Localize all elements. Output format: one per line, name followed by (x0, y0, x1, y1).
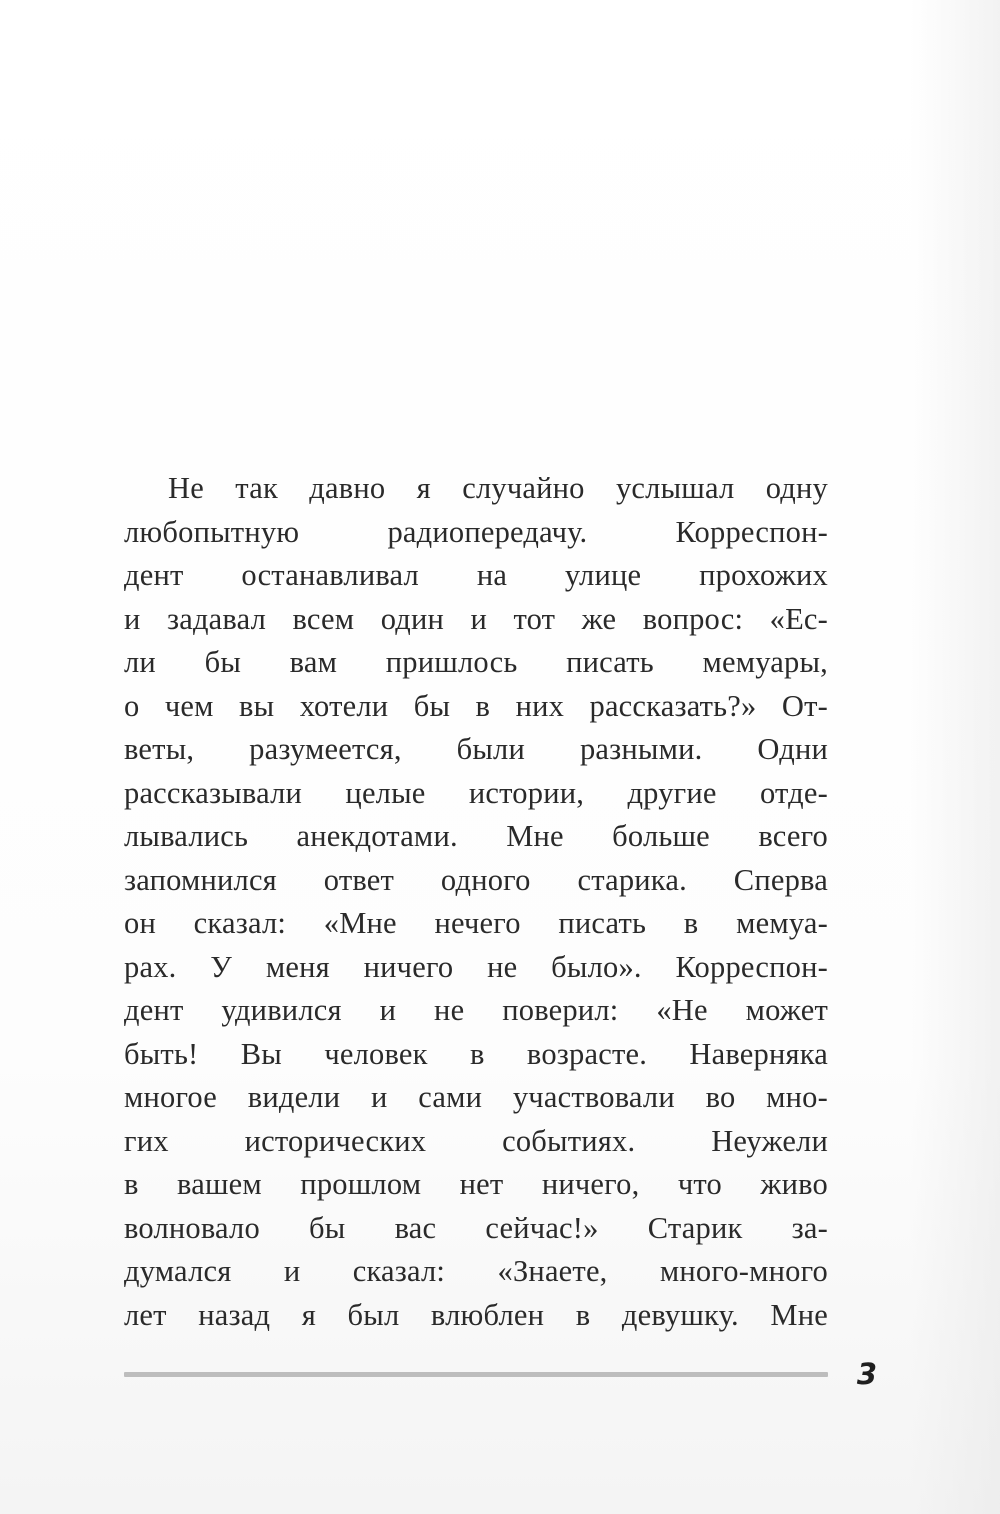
text-line-17: в вашем прошлом нет ничего, что живо (124, 1167, 828, 1201)
text-line-3: дент останавливал на улице прохожих (124, 558, 828, 592)
text-line-8: рассказывали целые истории, другие отде- (124, 775, 828, 810)
text-line-2: любопытную радиопередачу. Корреспон- (124, 514, 828, 549)
text-line-13: дент удивился и не поверил: «Не может (124, 993, 828, 1027)
text-line-5: ли бы вам пришлось писать мемуары, (124, 645, 828, 679)
text-line-9: лывались анекдотами. Мне больше всего (124, 819, 828, 853)
text-line-11: он сказал: «Мне нечего писать в мемуа- (124, 906, 828, 940)
page-number: 3 (856, 1357, 878, 1391)
text-line-14: быть! Вы человек в возрасте. Наверняка (124, 1036, 828, 1071)
text-line-12: рах. У меня ничего не было». Корреспон- (124, 949, 828, 984)
text-line-16: гих исторических событиях. Неужели (124, 1123, 828, 1158)
text-line-19: думался и сказал: «Знаете, много-много (124, 1254, 828, 1288)
text-line-20: лет назад я был влюблен в девушку. Мне (124, 1297, 828, 1332)
text-line-15: многое видели и сами участвовали во мно- (124, 1080, 828, 1114)
text-line-6: о чем вы хотели бы в них рассказать?» От- (124, 688, 828, 723)
text-line-10: запомнился ответ одного старика. Сперва (124, 862, 828, 897)
text-line-7: веты, разумеется, были разными. Одни (124, 732, 828, 766)
text-line-1: Не так давно я случайно услышал одну (168, 471, 828, 505)
footer-rule (124, 1372, 828, 1377)
text-line-4: и задавал всем один и тот же вопрос: «Ес- (124, 601, 828, 636)
body-text (124, 467, 828, 1337)
text-line-18: волновало бы вас сейчас!» Старик за- (124, 1210, 828, 1245)
